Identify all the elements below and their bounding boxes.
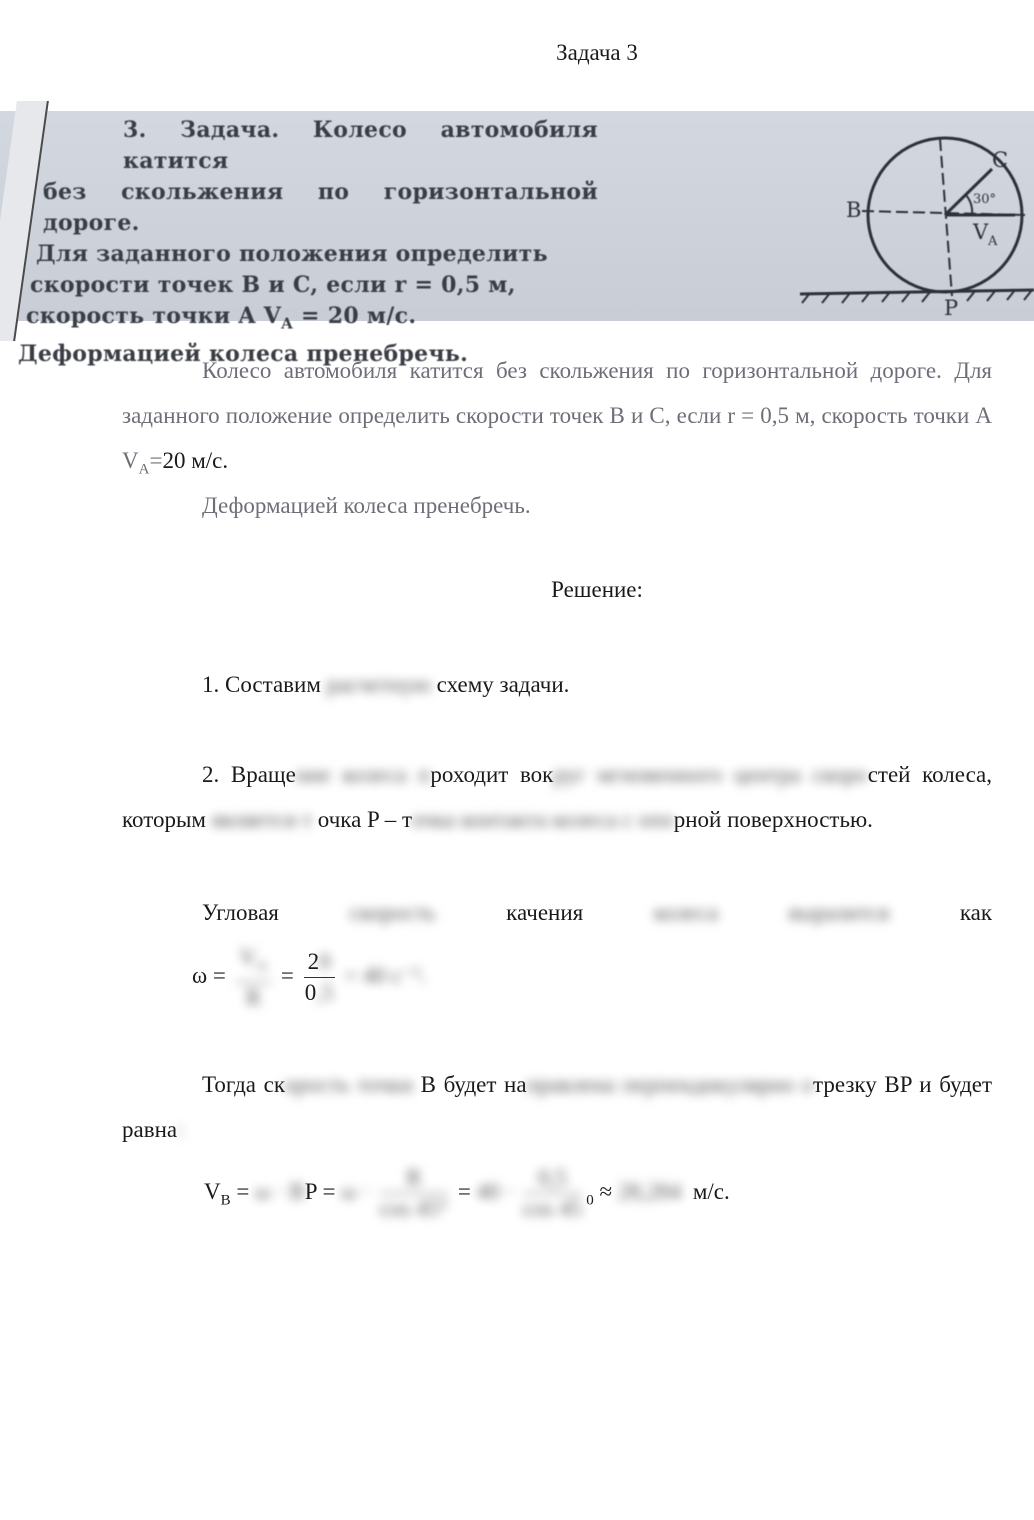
ground-line xyxy=(800,290,1034,294)
wheel-diagram xyxy=(790,111,1034,321)
label-p: P xyxy=(944,296,959,320)
vb-text: Тогда скорость точки B будет направлена перпендикулярно отрезку BP и будет равна: xyxy=(122,1072,993,1142)
fraction: $\frac{R}{\cos 45^\circ}$ xyxy=(379,1165,449,1221)
fraction: $\frac{V_A}{R}$ xyxy=(236,943,271,1013)
photo-line: Для заданного положения определить xyxy=(36,241,548,267)
photo-line: 3. Задача. Колесо автомобиля катится xyxy=(123,117,598,174)
label-c: C xyxy=(992,148,1009,172)
step-2: 2. Вращение колеса проходит вокруг мгновенного центра скоростей колеса, которым является т очка P – точка контакта колеса с опорной поверхностью. xyxy=(122,762,993,832)
page-title: Задача 3 xyxy=(556,40,638,65)
photo-line: скорости точек B и C, если r = 0,5 м, xyxy=(30,272,516,298)
photo-text xyxy=(18,115,598,370)
label-b: B xyxy=(846,198,862,222)
photo-line: без скольжения по горизонтальной дороге. xyxy=(43,179,598,236)
label-va: V xyxy=(973,220,989,244)
problem-note: Деформацией колеса пренебречь. xyxy=(202,493,531,518)
problem-photo xyxy=(0,111,1034,368)
omega-text: Угловая скорость качения колеса выразится как xyxy=(202,900,993,925)
fraction: $\frac{0,5}{\cos 45}$ xyxy=(522,1165,583,1221)
omega-formula: ω = $\frac{V_A}{R}$ = $\frac{20}{0,5}$ = 40 с⁻¹. xyxy=(192,943,427,1013)
fraction: $\frac{20}{0,5}$ xyxy=(304,949,334,1006)
label-va-sub: A xyxy=(988,234,998,249)
solution-heading: Решение: xyxy=(551,577,643,602)
photo-line: Деформацией колеса пренебречь. xyxy=(18,341,469,368)
problem-statement: Колесо автомобиля катится без скольжения по горизонтальной дороге. Для заданного положение определить скорости точек B и C, если r = 0,5 м, скорость точки A $V_A=20$ м/с. xyxy=(122,358,992,478)
vertical-axis xyxy=(940,139,952,296)
label-angle: 30° xyxy=(973,192,997,207)
photo-line: скорость точки A $V_A = 20$ м/с. xyxy=(26,303,417,333)
vb-formula: $V_B = \omega$ · BP = ω · $\frac{R}{\cos 45^\circ}$ = 40 · $\frac{0,5}{\cos 45}$ $_0$ ≈ 28,284 м/с. xyxy=(204,1163,730,1224)
step-1: 1. Составим расчетную схему задачи. xyxy=(202,672,570,697)
angle-arc xyxy=(966,195,972,215)
